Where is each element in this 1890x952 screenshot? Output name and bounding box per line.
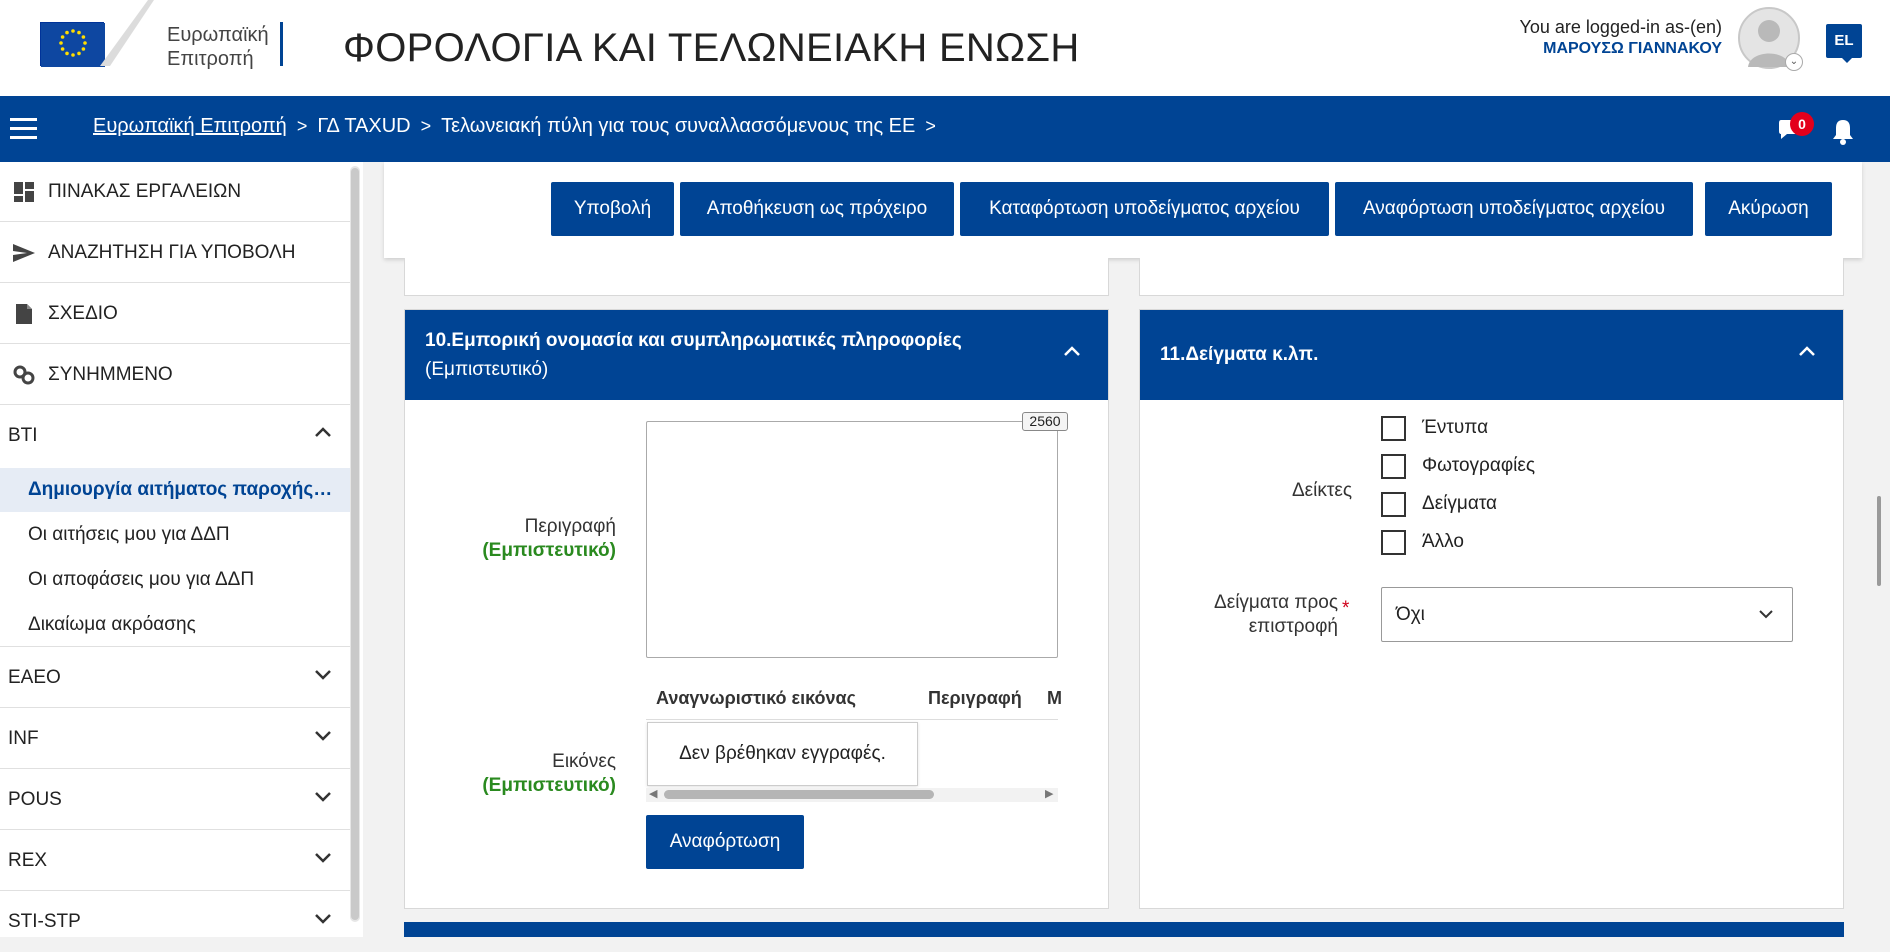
chevron-down-icon bbox=[314, 851, 332, 863]
login-info bbox=[1520, 16, 1722, 60]
required-asterisk: * bbox=[1342, 598, 1350, 619]
indicators-label: Δείκτες bbox=[1291, 480, 1352, 501]
samples-return-select[interactable] bbox=[1381, 587, 1793, 642]
chevron-down-icon bbox=[314, 668, 332, 680]
sidebar-item-draft[interactable] bbox=[0, 284, 354, 344]
images-label-text: Εικόνες bbox=[552, 751, 616, 772]
sidebar-item-label: ΣΥΝΗΜΜΕΝΟ bbox=[48, 363, 173, 385]
page-scrollbar-thumb[interactable] bbox=[1877, 496, 1881, 586]
site-header bbox=[0, 0, 1890, 96]
sidebar-item-label: ΑΝΑΖΗΤΗΣΗ ΓΙΑ ΥΠΟΒΟΛΗ bbox=[48, 241, 296, 263]
images-table-header bbox=[646, 684, 1062, 720]
document-icon bbox=[0, 303, 48, 325]
section-10-subtitle: (Εμπιστευτικό) bbox=[425, 359, 549, 380]
sidebar-item-label: ΣΧΕΔΙΟ bbox=[48, 302, 118, 324]
save-draft-button[interactable]: Αποθήκευση ως πρόχειρο bbox=[680, 182, 954, 236]
breadcrumb-ec[interactable]: Ευρωπαϊκή Επιτροπή bbox=[93, 115, 287, 137]
checkbox-box[interactable] bbox=[1381, 530, 1406, 555]
checkbox-label: Δείγματα bbox=[1422, 493, 1498, 514]
breadcrumb-separator: > bbox=[420, 116, 432, 136]
sidebar-group-label: INF bbox=[8, 727, 39, 749]
previous-card-left bbox=[404, 258, 1109, 296]
section-11-title: 11.Δείγματα κ.λπ. bbox=[1160, 344, 1319, 365]
dashboard-icon bbox=[0, 181, 48, 203]
sidebar-group-bti[interactable] bbox=[0, 406, 354, 466]
site-title: ΦΟΡΟΛΟΓΙΑ ΚΑΙ ΤΕΛΩΝΕΙΑΚΗ ΕΝΩΣΗ bbox=[343, 26, 1080, 70]
sidebar-item-dashboard[interactable] bbox=[0, 162, 354, 222]
bell-icon[interactable] bbox=[1830, 118, 1856, 146]
breadcrumb-portal[interactable]: Τελωνειακή πύλη για τους συναλλασσόμενους της ΕΕ bbox=[441, 115, 916, 137]
samples-return-value: Όχι bbox=[1396, 604, 1425, 625]
submit-button[interactable]: Υποβολή bbox=[551, 182, 674, 236]
sidebar-group-label: REX bbox=[8, 849, 48, 871]
language-button[interactable]: EL bbox=[1826, 24, 1862, 58]
breadcrumb-separator: > bbox=[296, 116, 308, 136]
sidebar-subitem-my-decisions[interactable]: Οι αποφάσεις μου για ΔΔΠ bbox=[28, 569, 255, 590]
logo-decoration-icon bbox=[100, 0, 160, 66]
upload-template-button[interactable]: Αναφόρτωση υποδείγματος αρχείου bbox=[1335, 182, 1693, 236]
logo-text bbox=[167, 23, 269, 71]
send-icon bbox=[0, 243, 48, 263]
previous-card-right bbox=[1139, 258, 1844, 296]
sidebar-group-inf[interactable] bbox=[0, 709, 354, 769]
checkbox-samples[interactable] bbox=[1381, 491, 1497, 517]
sidebar-scrollbar-thumb[interactable] bbox=[351, 168, 359, 920]
column-description[interactable]: Περιγραφή bbox=[928, 688, 1022, 708]
scroll-left-icon[interactable]: ◀ bbox=[649, 788, 658, 800]
chevron-down-icon bbox=[314, 790, 332, 802]
samples-return-label-line1: Δείγματα προς bbox=[1214, 592, 1338, 613]
checkbox-box[interactable] bbox=[1381, 454, 1406, 479]
chevron-up-icon bbox=[314, 426, 332, 438]
user-name[interactable]: ΜΑΡΟΥΣΩ ΓΙΑΝΝΑΚΟΥ bbox=[1543, 40, 1722, 57]
table-scrollbar-thumb[interactable] bbox=[664, 790, 934, 799]
sidebar-group-rex[interactable] bbox=[0, 831, 354, 891]
confidential-note: (Εμπιστευτικό) bbox=[482, 775, 616, 796]
chevron-down-icon[interactable]: ⌄ bbox=[1785, 53, 1803, 71]
sidebar-subitem-create-request[interactable]: Δημιουργία αιτήματος παροχής… bbox=[0, 468, 354, 512]
sidebar-subitem-my-applications[interactable]: Οι αιτήσεις μου για ΔΔΠ bbox=[28, 524, 230, 545]
link-icon bbox=[0, 363, 48, 387]
images-label bbox=[440, 750, 616, 798]
sidebar bbox=[0, 162, 363, 937]
checkbox-box[interactable] bbox=[1381, 416, 1406, 441]
description-label-text: Περιγραφή bbox=[524, 516, 616, 537]
samples-return-label-line2: επιστροφή bbox=[1248, 616, 1338, 637]
download-template-button[interactable]: Καταφόρτωση υποδείγματος αρχείου bbox=[960, 182, 1329, 236]
sidebar-group-label: POUS bbox=[8, 788, 62, 810]
notification-badge: 0 bbox=[1790, 112, 1814, 136]
no-records-message: Δεν βρέθηκαν εγγραφές. bbox=[647, 722, 918, 786]
sidebar-subitem-right-to-be-heard[interactable]: Δικαίωμα ακρόασης bbox=[0, 603, 354, 647]
main-navbar bbox=[0, 96, 1890, 162]
checkbox-photos[interactable] bbox=[1381, 453, 1535, 479]
sidebar-group-label: BTI bbox=[8, 425, 38, 446]
description-textarea[interactable] bbox=[646, 421, 1058, 658]
sidebar-group-label: STI-STP bbox=[8, 911, 81, 932]
scroll-right-icon[interactable]: ▶ bbox=[1045, 788, 1054, 800]
section-10-title: 10.Εμπορική ονομασία και συμπληρωματικές πληροφορίες bbox=[425, 330, 962, 351]
language-button-tail bbox=[1840, 56, 1854, 63]
eu-flag-logo bbox=[40, 22, 104, 66]
column-image-id[interactable]: Αναγνωριστικό εικόνας bbox=[656, 688, 856, 708]
checkbox-other[interactable] bbox=[1381, 529, 1464, 555]
chevron-up-icon[interactable] bbox=[1062, 344, 1082, 358]
sidebar-group-sti-stp[interactable] bbox=[0, 892, 354, 952]
checkbox-printed[interactable] bbox=[1381, 415, 1488, 441]
logo-divider bbox=[280, 22, 283, 66]
column-more[interactable]: Μ bbox=[1047, 688, 1062, 708]
checkbox-label: Άλλο bbox=[1422, 531, 1464, 552]
sidebar-item-label: ΠΙΝΑΚΑΣ ΕΡΓΑΛΕΙΩΝ bbox=[48, 180, 242, 202]
section-10-header[interactable] bbox=[405, 310, 1108, 400]
menu-icon[interactable] bbox=[10, 118, 37, 140]
chevron-down-icon bbox=[314, 912, 332, 924]
checkbox-label: Φωτογραφίες bbox=[1422, 455, 1535, 476]
char-counter: 2560 bbox=[1022, 412, 1068, 431]
breadcrumb-separator: > bbox=[925, 116, 936, 136]
confidential-note: (Εμπιστευτικό) bbox=[482, 540, 616, 561]
upload-image-button[interactable]: Αναφόρτωση bbox=[646, 815, 804, 869]
next-section-header bbox=[404, 922, 1844, 937]
logo-line-1: Ευρωπαϊκή bbox=[167, 24, 269, 46]
cancel-button[interactable]: Ακύρωση bbox=[1705, 182, 1832, 236]
breadcrumb bbox=[93, 115, 936, 138]
sidebar-group-pous[interactable] bbox=[0, 770, 354, 830]
samples-return-label bbox=[1170, 591, 1338, 639]
description-label bbox=[440, 515, 616, 563]
chevron-up-icon[interactable] bbox=[1797, 344, 1817, 358]
login-prefix: You are logged-in as-(en) bbox=[1519, 17, 1722, 37]
chevron-down-icon bbox=[314, 729, 332, 741]
sidebar-item-attachment[interactable] bbox=[0, 345, 354, 405]
sidebar-item-search-submission[interactable] bbox=[0, 223, 354, 283]
chevron-down-icon bbox=[1758, 608, 1774, 620]
logo-line-2: Επιτροπή bbox=[167, 48, 254, 70]
checkbox-box[interactable] bbox=[1381, 492, 1406, 517]
section-11-header[interactable] bbox=[1140, 310, 1843, 400]
sidebar-group-eaeo[interactable] bbox=[0, 648, 354, 708]
checkbox-label: Έντυπα bbox=[1422, 417, 1489, 438]
sidebar-group-label: EAEO bbox=[8, 666, 61, 688]
breadcrumb-taxud[interactable]: ΓΔ TAXUD bbox=[317, 115, 411, 137]
